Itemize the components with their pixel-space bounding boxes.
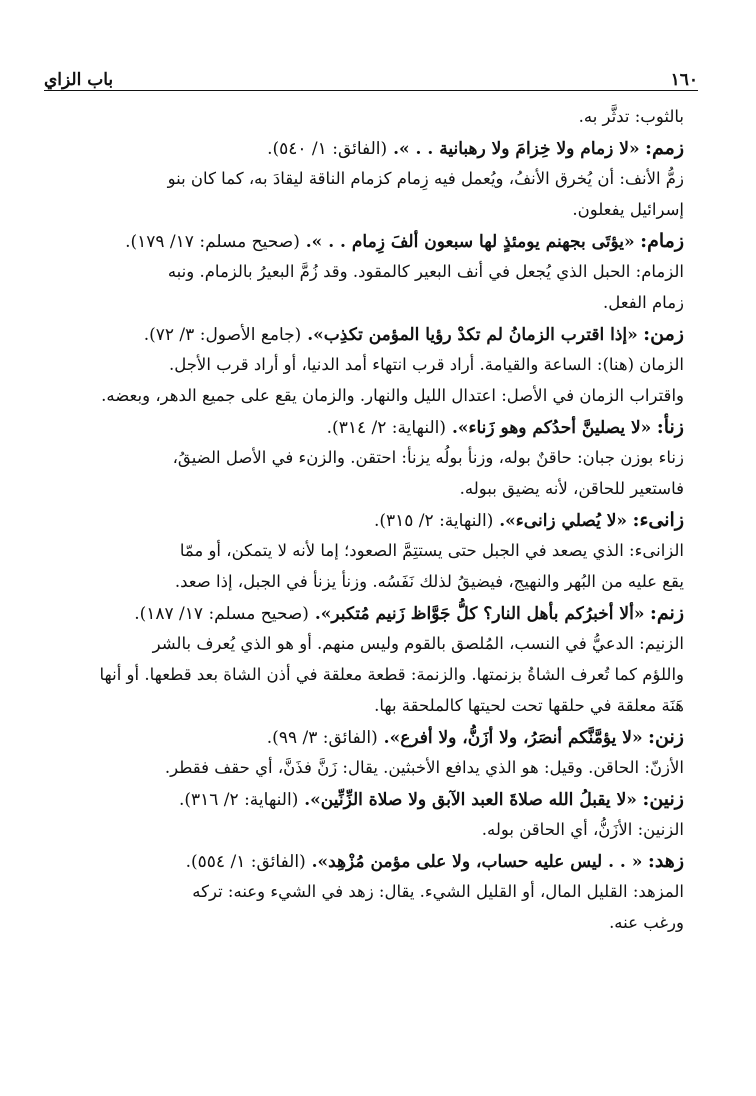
- body-text: الزمام: الحبل الذي يُجعل في أنف البعير كالمقود. وقد زُمَّ البعيرُ بالزمام. ونبه: [167, 262, 684, 281]
- body-text: المزهد: القليل المال، أو القليل الشيء. يقال: زهد في الشيء وعنه: تركه: [192, 882, 684, 901]
- entry-headword: زمن:: [643, 323, 684, 345]
- text-line: [62, 288, 684, 319]
- text-line: [62, 629, 684, 660]
- entry-headword: زمم:: [644, 137, 684, 159]
- text-line: [62, 753, 684, 784]
- entry-line: [62, 133, 684, 164]
- entry-source: (صحيح مسلم: ١٧/ ١٧٩).: [125, 232, 300, 252]
- text-line: [62, 102, 684, 133]
- entry-line: [62, 598, 684, 629]
- page-number: ١٦٠: [670, 70, 698, 90]
- body-text: ورغب عنه.: [609, 913, 684, 932]
- entry-quote: «يؤتَى بجهنم يومئذٍ لها سبعون ألفَ زِمام . . ».: [299, 232, 635, 252]
- text-line: [62, 350, 684, 381]
- text-line: [62, 443, 684, 474]
- entry-headword: زنين:: [642, 788, 684, 810]
- entry-quote: «لا زمام ولا خِزامَ ولا رهبانية . . ».: [387, 139, 640, 159]
- body-text: هَنَة معلقة في حلقها تحت لحيتها كالملحقة بها.: [374, 696, 684, 715]
- entry-source: (جامع الأصول: ٣/ ٧٢).: [143, 325, 302, 345]
- body-text: واللؤم كما تُعرف الشاةُ بزنمتها. والزنمة: قطعة معلقة في أذن الشاة بعد قطعها. أو أنها: [99, 665, 684, 684]
- body-text: الزمان (هنا): الساعة والقيامة. أراد قرب انتهاء أمد الدنيا، أو أراد قرب الأجل.: [168, 355, 684, 374]
- body-text: إسرائيل يفعلون.: [572, 200, 684, 219]
- text-line: [62, 381, 684, 412]
- entry-source: (النهاية: ٢/ ٣١٤).: [326, 418, 447, 438]
- text-line: [62, 257, 684, 288]
- body-text: زمام الفعل.: [603, 293, 684, 312]
- entry-headword: زهد:: [647, 850, 684, 872]
- text-line: [62, 195, 684, 226]
- entry-source: (الفائق: ٣/ ٩٩).: [266, 728, 378, 748]
- chapter-title: باب الزاي: [44, 70, 114, 90]
- text-line: [62, 567, 684, 598]
- body-text: فاستعير للحاقن، لأنه يضيق ببوله.: [459, 479, 684, 498]
- entry-quote: « . . ليس عليه حساب، ولا على مؤمن مُزْهِد».: [305, 852, 643, 872]
- body-text: زناء بوزن جبان: حاقنٌ بوله، وزنأ بولُه يزنأ: احتقن. والزنء في الأصل الضيقُ،: [172, 448, 684, 467]
- entry-line: [62, 784, 684, 815]
- entry-source: (الفائق: ١/ ٥٥٤).: [185, 852, 306, 872]
- text-line: [62, 691, 684, 722]
- entry-quote: «لا يُصلي زانىء».: [493, 511, 628, 531]
- entry-source: (النهاية: ٢/ ٣١٦).: [178, 790, 299, 810]
- text-line: [62, 660, 684, 691]
- text-line: [62, 474, 684, 505]
- entry-headword: زمام:: [640, 230, 684, 252]
- entry-source: (النهاية: ٢/ ٣١٥).: [373, 511, 494, 531]
- entry-line: [62, 319, 684, 350]
- body-text: زمُّ الأنف: أن يُخرق الأنفُ، ويُعمل فيه زِمام كزمام الناقة ليقادَ به، كما كان بنو: [167, 169, 684, 188]
- entry-headword: زنم:: [649, 602, 684, 624]
- entry-quote: «لا يؤمَّنَّكم أنصَرُ، ولا أزَنُّ، ولا أفرع».: [377, 728, 643, 748]
- entry-line: [62, 412, 684, 443]
- text-line: [62, 877, 684, 908]
- body-text: الزنين: الأزَنُّ، أي الحاقن بوله.: [481, 820, 684, 839]
- entry-source: (الفائق: ١/ ٥٤٠).: [267, 139, 388, 159]
- text-line: [62, 164, 684, 195]
- entry-quote: «لا يصلينَّ أحدُكم وهو زَناء».: [446, 418, 652, 438]
- entry-headword: زنأ:: [656, 416, 684, 438]
- page-body: [62, 102, 684, 939]
- header-divider: [44, 90, 698, 91]
- entry-line: [62, 722, 684, 753]
- text-line: [62, 815, 684, 846]
- body-text: الأزنّ: الحاقن. وقيل: هو الذي يدافع الأخبثين. يقال: زَنَّ فذَنَّ، أي حقف فقطر.: [164, 758, 684, 777]
- page-header: [44, 56, 698, 90]
- entry-line: [62, 505, 684, 536]
- entry-quote: «إذا اقترب الزمانُ لم تكدْ رؤيا المؤمن تكذِب».: [301, 325, 638, 345]
- entry-line: [62, 846, 684, 877]
- text-line: [62, 536, 684, 567]
- entry-quote: «ألا أخبرُكم بأهل النار؟ كلُّ جَوَّاظ زَنيم مُتكبر».: [308, 604, 645, 624]
- body-text: بالثوب: تدثَّر به.: [578, 107, 684, 126]
- body-text: الزانىء: الذي يصعد في الجبل حتى يستتِمَّ الصعود؛ إما لأنه لا يتمكن، أو ممّا: [179, 541, 684, 560]
- entry-line: [62, 226, 684, 257]
- entry-headword: زانىء:: [632, 509, 684, 531]
- entry-quote: «لا يقبلُ الله صلاةَ العبد الآبق ولا صلاة الزِّنِّين».: [298, 790, 637, 810]
- body-text: يقع عليه من البُهر والنهيج، فيضيقُ لذلك نَفَسُه. وزنأ يزنأ في الجبل، إذا صعد.: [174, 572, 684, 591]
- entry-headword: زنن:: [648, 726, 684, 748]
- body-text: الزنيم: الدعيُّ في النسب، المُلصق بالقوم وليس منهم. أو هو الذي يُعرف بالشر: [152, 634, 684, 653]
- body-text: واقتراب الزمان في الأصل: اعتدال الليل والنهار. والزمان يقع على جميع الدهر، وبعضه.: [101, 386, 684, 405]
- text-line: [62, 908, 684, 939]
- entry-source: (صحيح مسلم: ١٧/ ١٨٧).: [134, 604, 309, 624]
